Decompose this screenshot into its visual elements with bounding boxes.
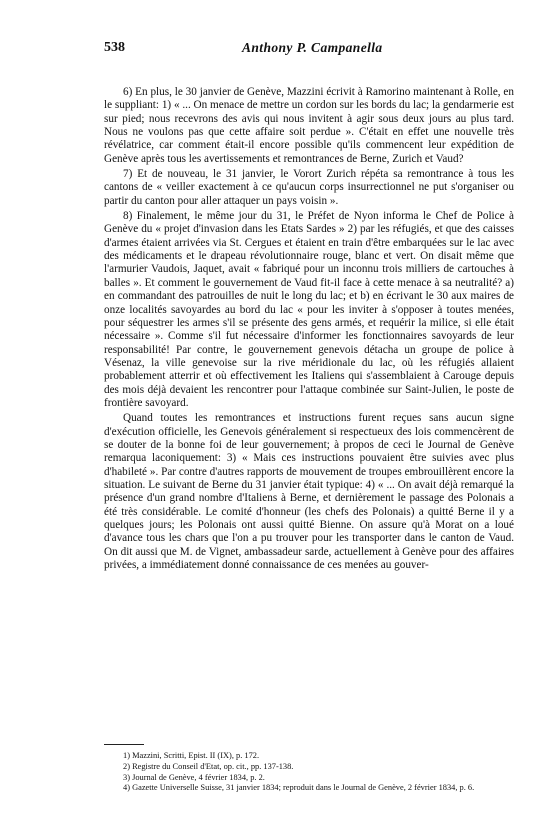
page-header bbox=[104, 40, 514, 60]
footnote-3: 3) Journal de Genève, 4 février 1834, p. 2. bbox=[123, 772, 265, 782]
footnote-rule bbox=[104, 744, 144, 745]
paragraph-8: 8) Finalement, le même jour du 31, le Préfet de Nyon informa le Chef de Police à Genève du « projet d'invasion dans les Etats Sardes » 2) par les réfugiés, et que des caisses d'armes étaient arrivées via St. Cergues et étaient en train d'être embarquées sur le lac avec des médicaments et le drapeau révolutionnaire rouge, blanc et vert. On disait même que l'armurier Vaudois, Jaquet, avait « fabriqué pour un inconnu trois milliers de cartouches à balles ». Et comment le gouvernement de Vaud fit-il face à cette menace à sa neutralité? a) en commandant des patrouilles de nuit le long du lac; et b) en écrivant le 30 aux maires de onze localités savoyardes au bord du lac « pour les inviter à s'opposer à toutes menées, pour séquestrer les armes s'il se présente des gens armés, et requérir la milice, si elle était nécessaire ». Comme s'il fut nécessaire d'informer les fonctionnaires savoyards de leur responsabilité! Par contre, le gouvernement genevois détacha un groupe de police à Vésenaz, la ville genevoise sur la rive méridionale du lac, où les réfugiés allaient probablement atterrir et où effectivement les Italiens qui s'assemblaient à Carouge depuis des mois déjà devaient les rencontrer pour l'attaque combinée sur Saint-Julien, le poste de frontière savoyard. bbox=[104, 210, 514, 409]
paragraph-6: 6) En plus, le 30 janvier de Genève, Mazzini écrivit à Ramorino maintenant à Rolle, en le suppliant: 1) « ... On menace de mettre un cordon sur les bords du lac; la gendarmerie est sur pied; nous recevrons des avis qui nous invitent à agir sous deux jours au plus tard. Nous ne voulons pas que cette affaire soit perdue ». C'était en effet une nouvelle très révélatrice, car comment était-il encore possible qu'ils commencent leur expédition de Genève après tous les avertissements et remontrances de Berne, Zurich et Vaud? bbox=[104, 86, 514, 165]
paragraph-quand: Quand toutes les remontrances et instructions furent reçues sans aucun signe d'exécution officielle, les Genevois généralement si respectueux des lois commencèrent de se douter de la bonne foi de leur gouvernement; à propos de ceci le Journal de Genève remarqua laconiquement: 3) « Mais ces instructions pouvaient être suivies avec plus d'habileté ». Par contre d'autres rapports de mouvement de troupes embrouillèrent encore la situation. Le suivant de Berne du 31 janvier était typique: 4) « ... On avait déjà remarqué la présence d'un grand nombre d'Italiens à Berne, et dernièrement le passage des Polonais a été très considérable. Le comité d'honneur (les chefs des Polonais) a quitté Berne il y a quelques jours; les Polonais ont aussi quitté Bienne. On assure qu'à Morat on a loué d'avance tous les chars que l'on a pu trouver pour les transporter dans le canton de Vaud. On dit aussi que M. de Vignet, ambassadeur sarde, actuellement à Genève pour des affaires privées, a immédiatement donné connaissance de ces menées au gouver- bbox=[104, 412, 514, 572]
paragraph-7: 7) Et de nouveau, le 31 janvier, le Vorort Zurich répéta sa remontrance à tous les cantons de « veiller exactement à ce qu'aucun corps insurrectionnel ne put s'organiser ou partir du canton pour aller attaquer un pays voisin ». bbox=[104, 168, 514, 207]
footnote-2: 2) Registre du Conseil d'Etat, op. cit., pp. 137-138. bbox=[123, 761, 294, 771]
page-number: 538 bbox=[104, 40, 125, 55]
footnote-4: 4) Gazette Universelle Suisse, 31 janvier 1834; reproduit dans le Journal de Genève, 2 février 1834, p. 6. bbox=[123, 783, 475, 793]
running-head-author: Anthony P. Campanella bbox=[242, 40, 383, 55]
body-text bbox=[104, 86, 514, 574]
footnotes bbox=[104, 751, 514, 794]
footnote-1: 1) Mazzini, Scritti, Epist. II (IX), p. 172. bbox=[123, 751, 260, 760]
